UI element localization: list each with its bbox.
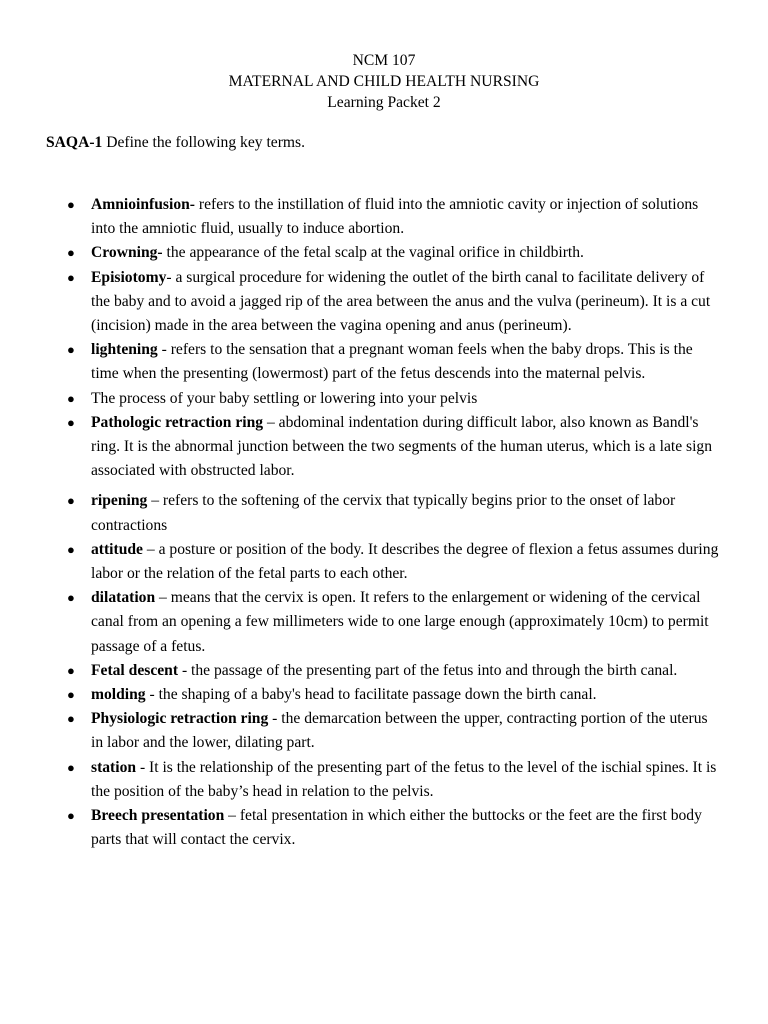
bullet-icon: ● bbox=[67, 541, 75, 557]
bullet-icon: ● bbox=[67, 687, 75, 703]
term-label: Breech presentation bbox=[91, 807, 225, 825]
term-label: attitude bbox=[91, 540, 143, 558]
term-label: station bbox=[91, 758, 137, 776]
list-item bbox=[0, 683, 721, 707]
list-item bbox=[0, 387, 721, 411]
saqa-label: SAQA-1 bbox=[46, 134, 103, 151]
term-definition: - a surgical procedure for widening the outlet of the birth canal to facilitate delivery of the baby and to avoid a jagged rip of the area between the anus and the vulva (perineum). It is a cut (incision) made in the area between the vagina opening and anus (perineum). bbox=[91, 268, 711, 335]
bullet-icon: ● bbox=[67, 197, 75, 212]
bullet-icon: ● bbox=[67, 808, 75, 824]
term-definition: – refers to the softening of the cervix that typically begins prior to the onset of labor contractions bbox=[91, 492, 676, 534]
list-item bbox=[0, 489, 721, 537]
term-label: Amnioinfusion- bbox=[91, 196, 195, 213]
term-label: lightening bbox=[91, 341, 158, 359]
term-label: Physiologic retraction ring bbox=[91, 710, 269, 728]
term-definition: - the demarcation between the upper, contracting portion of the uterus in labor and the lower, dilating part. bbox=[91, 710, 708, 752]
document-header bbox=[0, 50, 768, 113]
saqa-text: Define the following key terms. bbox=[102, 134, 305, 151]
bullet-icon: ● bbox=[67, 590, 75, 606]
list-item bbox=[0, 538, 721, 586]
term-definition: the appearance of the fetal scalp at the vaginal orifice in childbirth. bbox=[162, 244, 584, 262]
term-definition: - the passage of the presenting part of the fetus into and through the birth canal. bbox=[178, 661, 678, 679]
list-item bbox=[0, 241, 721, 265]
list-item bbox=[0, 411, 721, 484]
term-label: Episiotomy bbox=[91, 268, 167, 286]
saqa-instruction bbox=[46, 132, 305, 153]
packet-subtitle: Learning Packet 2 bbox=[327, 94, 441, 111]
term-definition: The process of your baby settling or lowering into your pelvis bbox=[91, 389, 478, 407]
term-definition: - It is the relationship of the presenting part of the fetus to the level of the ischial spines. It is the position of the baby’s head in relation to the pelvis. bbox=[91, 758, 717, 800]
term-definition: - refers to the sensation that a pregnant woman feels when the baby drops. This is the time when the presenting (lowermost) part of the fetus descends into the maternal pelvis. bbox=[91, 341, 693, 383]
bullet-icon: ● bbox=[67, 245, 75, 261]
term-label: Pathologic retraction ring bbox=[91, 413, 264, 431]
list-item bbox=[0, 659, 721, 683]
list-item bbox=[0, 804, 721, 852]
course-code: NCM 107 bbox=[352, 52, 416, 69]
term-label: ripening bbox=[91, 492, 148, 510]
bullet-icon: ● bbox=[67, 662, 75, 678]
bullet-icon: ● bbox=[67, 711, 75, 727]
list-item bbox=[0, 338, 721, 386]
term-definition: – means that the cervix is open. It refers to the enlargement or widening of the cervical canal from an opening a few millimeters wide to one large enough (approximately 10cm) to permit passage of a fetus. bbox=[91, 589, 709, 655]
bullet-icon: ● bbox=[67, 414, 75, 430]
list-item bbox=[0, 193, 721, 241]
bullet-icon: ● bbox=[67, 759, 75, 775]
bullet-icon: ● bbox=[67, 390, 75, 406]
list-item bbox=[0, 266, 721, 339]
bullet-icon: ● bbox=[67, 493, 75, 509]
term-definition: – a posture or position of the body. It describes the degree of flexion a fetus assumes during labor or the relation of the fetal parts to each other. bbox=[91, 540, 719, 583]
term-label: Crowning- bbox=[91, 244, 163, 262]
term-definition: - the shaping of a baby's head to facilitate passage down the birth canal. bbox=[145, 686, 597, 704]
term-definition: – abdominal indentation during difficult labor, also known as Bandl's ring. It is the abnormal junction between the two segments of the human uterus, which is a late sign associated with obstructed labor. bbox=[91, 413, 713, 480]
list-item bbox=[0, 756, 721, 804]
bullet-icon: ● bbox=[67, 342, 75, 358]
bullet-icon: ● bbox=[67, 269, 75, 285]
course-title: MATERNAL AND CHILD HEALTH NURSING bbox=[228, 73, 540, 90]
key-terms-list bbox=[0, 193, 768, 852]
term-label: Fetal descent bbox=[91, 661, 179, 679]
term-label: dilatation bbox=[91, 589, 156, 607]
term-definition: – fetal presentation in which either the buttocks or the feet are the first body parts that will contact the cervix. bbox=[91, 807, 702, 849]
term-definition: refers to the instillation of fluid into the amniotic cavity or injection of solutions into the amniotic fluid, usually to induce abortion. bbox=[91, 196, 699, 238]
list-item bbox=[0, 707, 721, 755]
list-item bbox=[0, 586, 721, 659]
term-label: molding bbox=[91, 686, 146, 704]
